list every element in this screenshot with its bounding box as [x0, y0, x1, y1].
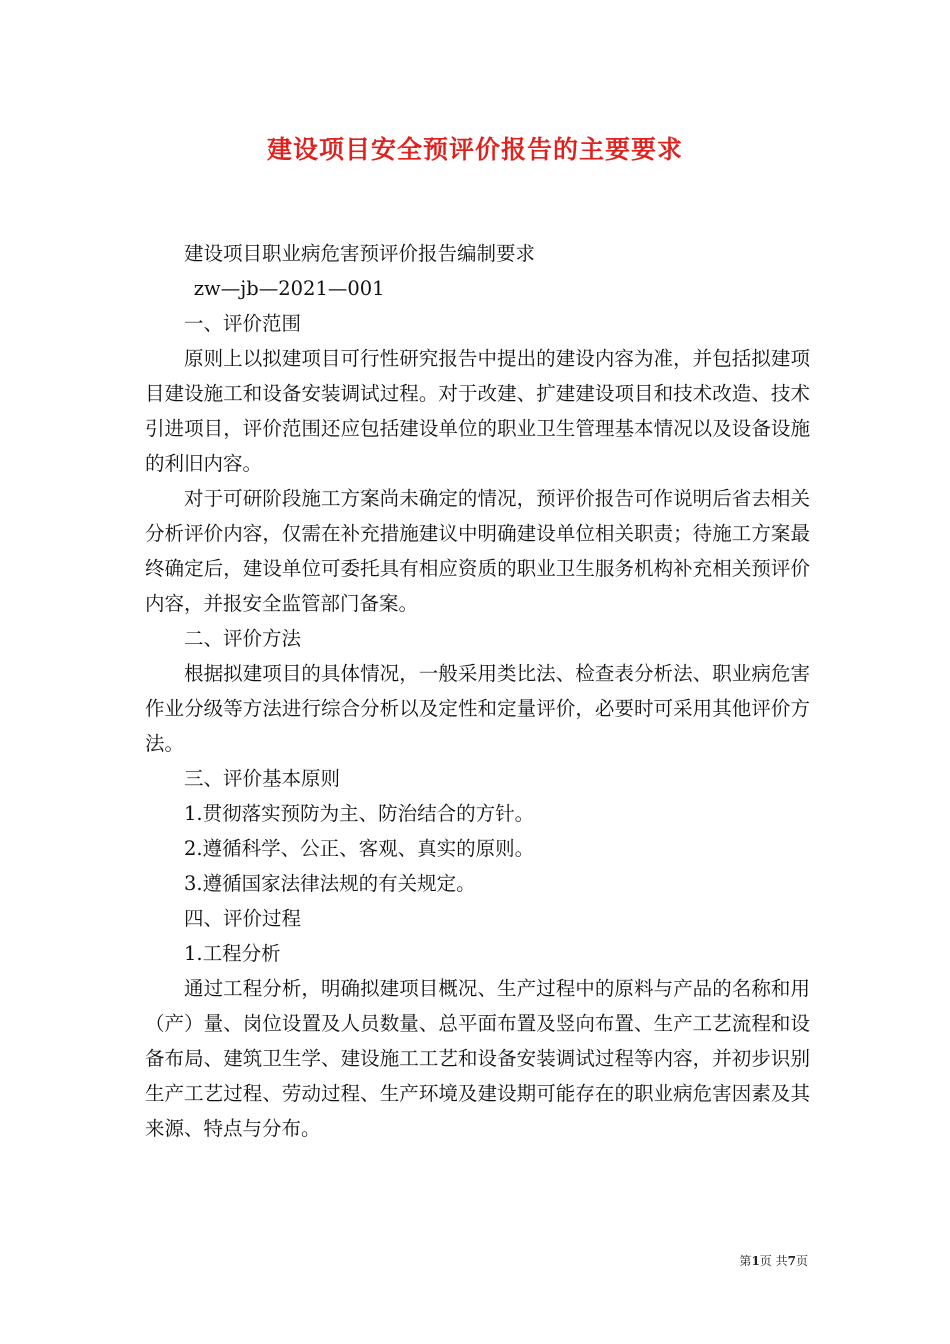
document-body [145, 236, 810, 1146]
paragraph-engineering-analysis: 通过工程分析，明确拟建项目概况、生产过程中的原料与产品的名称和用（产）量、岗位设置及人员数量、总平面布置及竖向布置、生产工艺流程和设备布局、建筑卫生学、建设施工工艺和设备安装调试过程等内容，并初步识别生产工艺过程、劳动过程、生产环境及建设期可能存在的职业病危害因素及其来源、特点与分布。 [145, 977, 810, 1140]
heading-method: 二、评价方法 [184, 627, 302, 650]
principle-item-2: 2.遵循科学、公正、客观、真实的原则。 [184, 837, 535, 860]
paragraph-doc-code: zw—jb—2021—001 [193, 277, 385, 300]
subheading-engineering-analysis: 1.工程分析 [184, 942, 281, 965]
document-title: 建设项目安全预评价报告的主要要求 [266, 135, 683, 164]
current-page-number: 1 [751, 1254, 760, 1268]
total-pages-number: 7 [787, 1254, 796, 1268]
page-middle: 页 共 [759, 1254, 788, 1268]
heading-principles: 三、评价基本原则 [184, 767, 341, 790]
heading-scope: 一、评价范围 [184, 312, 302, 335]
page-suffix: 页 [795, 1254, 808, 1268]
page-number [678, 1252, 808, 1269]
principle-item-1: 1.贯彻落实预防为主、防治结合的方针。 [184, 802, 535, 825]
heading-process: 四、评价过程 [184, 907, 302, 930]
paragraph-scope-2: 对于可研阶段施工方案尚未确定的情况，预评价报告可作说明后省去相关分析评价内容，仅需在补充措施建议中明确建设单位相关职责；待施工方案最终确定后，建设单位可委托具有相应资质的职业卫生服务机构补充相关预评价内容，并报安全监管部门备案。 [145, 487, 810, 615]
principle-item-3: 3.遵循国家法律法规的有关规定。 [184, 872, 476, 895]
page-prefix: 第 [739, 1254, 752, 1268]
paragraph-method: 根据拟建项目的具体情况，一般采用类比法、检查表分析法、职业病危害作业分级等方法进行综合分析以及定性和定量评价，必要时可采用其他评价方法。 [145, 662, 810, 755]
paragraph-subtitle: 建设项目职业病危害预评价报告编制要求 [184, 242, 536, 265]
paragraph-scope-1: 原则上以拟建项目可行性研究报告中提出的建设内容为准，并包括拟建项目建设施工和设备安装调试过程。对于改建、扩建建设项目和技术改造、技术引进项目，评价范围还应包括建设单位的职业卫生管理基本情况以及设备设施的利旧内容。 [145, 347, 810, 475]
